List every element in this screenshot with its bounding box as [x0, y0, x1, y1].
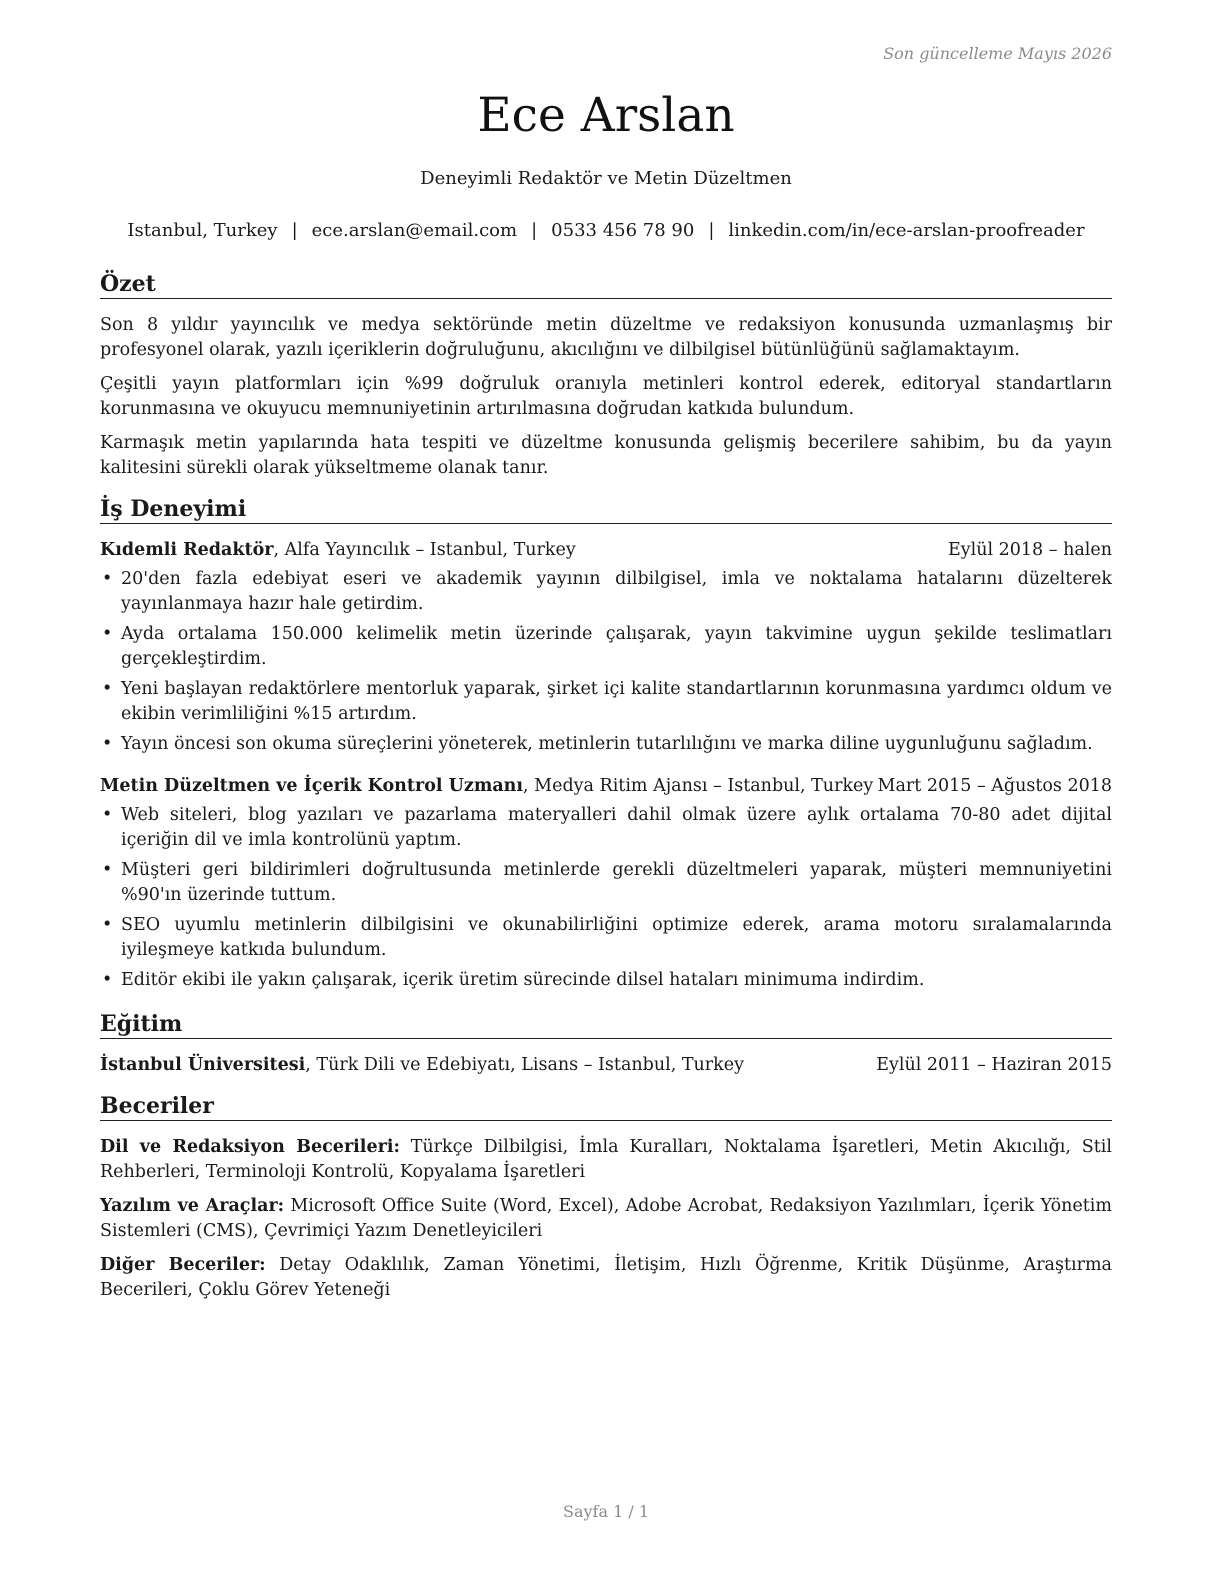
page-number: Sayfa 1 / 1 — [562, 1502, 649, 1521]
summary-paragraph: Son 8 yıldır yayıncılık ve medya sektöründe metin düzeltme ve redaksiyon konusunda uzmanlaşmış bir profesyonel olarak, yazılı içeriklerin doğruluğunu, akıcılığını ve dilbilgisel bütünlüğünü sağlamaktayım. — [100, 315, 1112, 360]
bullet-icon: • — [102, 805, 113, 825]
contact-separator: | — [291, 220, 298, 241]
section-title-skills: Beceriler — [100, 1092, 1112, 1121]
headline: Deneyimli Redaktör ve Metin Düzeltmen — [420, 168, 792, 189]
section-title-education: Eğitim — [100, 1010, 1112, 1039]
contact-separator: | — [708, 220, 715, 241]
job-dates: Mart 2015 – Ağustos 2018 — [877, 776, 1112, 796]
bullet-icon: • — [102, 915, 113, 935]
experience-section — [100, 495, 1112, 993]
candidate-name: Ece Arslan — [477, 88, 735, 143]
last-updated: Son güncelleme Mayıs 2026 — [883, 44, 1112, 63]
job-role: Kıdemli Redaktör — [100, 540, 274, 560]
list-item — [100, 968, 1112, 993]
job-entry — [100, 774, 1112, 993]
skill-label: Dil ve Redaksiyon Becerileri: — [100, 1137, 400, 1157]
job-org: , Alfa Yayıncılık – Istanbul, Turkey — [273, 540, 576, 560]
skills-section — [100, 1092, 1112, 1303]
job-title-line — [100, 774, 873, 799]
job-title-line — [100, 538, 576, 563]
bullet-text: SEO uyumlu metinlerin dilbilgisini ve okunabilirliğini optimize ederek, arama motoru sıralamalarında iyileşmeye katkıda bulundum. — [121, 915, 1112, 960]
education-section — [100, 1010, 1112, 1078]
education-dates: Eylül 2011 – Haziran 2015 — [876, 1055, 1112, 1075]
bullet-icon: • — [102, 569, 113, 589]
summary-paragraph: Çeşitli yayın platformları için %99 doğruluk oranıyla metinleri kontrol ederek, editoryal standartların korunmasına ve okuyucu memnuniyetinin artırılmasına doğrudan katkıda bulundum. — [100, 374, 1112, 419]
bullet-text: Ayda ortalama 150.000 kelimelik metin üzerinde çalışarak, yayın takvimine uygun şekilde teslimatları gerçekleştirdim. — [121, 624, 1112, 669]
bullet-icon: • — [102, 860, 113, 880]
school-name: İstanbul Üniversitesi — [100, 1055, 306, 1075]
contact-line — [100, 219, 1112, 243]
education-line — [100, 1053, 744, 1078]
contact-separator: | — [531, 220, 538, 241]
bullet-icon: • — [102, 679, 113, 699]
section-title-experience: İş Deneyimi — [100, 495, 1112, 524]
list-item — [100, 677, 1112, 727]
skill-items: Microsoft Office Suite (Word, Excel), Adobe Acrobat, Redaksiyon Yazılımları, İçerik Yönetim Sistemleri (CMS), Çevrimiçi Yazım Denetleyicileri — [100, 1196, 1112, 1241]
bullet-icon: • — [102, 970, 113, 990]
list-item — [100, 803, 1112, 853]
job-header — [100, 538, 1112, 563]
skill-group — [100, 1135, 1112, 1185]
bullet-text: Web siteleri, blog yazıları ve pazarlama materyalleri dahil olmak üzere aylık ortalama 70-80 adet dijital içeriğin dil ve imla kontrolünü yaptım. — [121, 805, 1112, 850]
skill-items: Türkçe Dilbilgisi, İmla Kuralları, Noktalama İşaretleri, Metin Akıcılığı, Stil Rehberleri, Terminoloji Kontrolü, Kopyalama İşaretleri — [100, 1137, 1112, 1182]
list-item — [100, 858, 1112, 908]
bullet-icon: • — [102, 734, 113, 754]
skill-group — [100, 1253, 1112, 1303]
resume-content — [100, 270, 1112, 1317]
education-detail: , Türk Dili ve Edebiyatı, Lisans – Istanbul, Turkey — [305, 1055, 745, 1075]
contact-phone: 0533 456 78 90 — [551, 220, 695, 241]
skill-items: Detay Odaklılık, Zaman Yönetimi, İletişim, Hızlı Öğrenme, Kritik Düşünme, Araştırma Becerileri, Çoklu Görev Yeteneği — [100, 1255, 1112, 1300]
education-entry — [100, 1053, 1112, 1078]
contact-email[interactable]: ece.arslan@email.com — [311, 220, 518, 241]
contact-location: Istanbul, Turkey — [127, 220, 278, 241]
list-item — [100, 732, 1112, 757]
skill-label: Diğer Beceriler: — [100, 1255, 266, 1275]
summary-paragraph: Karmaşık metin yapılarında hata tespiti ve düzeltme konusunda gelişmiş becerilere sahibim, bu da yayın kalitesini sürekli olarak yükseltmeme olanak tanır. — [100, 433, 1112, 478]
bullet-text: Müşteri geri bildirimleri doğrultusunda metinlerde gerekli düzeltmeleri yaparak, müşteri memnuniyetini %90'ın üzerinde tuttum. — [121, 860, 1112, 905]
summary-section — [100, 270, 1112, 481]
job-dates: Eylül 2018 – halen — [947, 540, 1112, 560]
bullet-text: Yayın öncesi son okuma süreçlerini yöneterek, metinlerin tutarlılığını ve marka diline uygunluğunu sağladım. — [121, 734, 1093, 754]
job-org: , Medya Ritim Ajansı – Istanbul, Turkey — [523, 776, 874, 796]
bullet-text: Yeni başlayan redaktörlere mentorluk yaparak, şirket içi kalite standartlarının korunmasına yardımcı oldum ve ekibin verimliliğini %15 artırdım. — [121, 679, 1112, 724]
job-bullets — [100, 567, 1112, 757]
job-role: Metin Düzeltmen ve İçerik Kontrol Uzmanı — [100, 776, 524, 796]
job-entry — [100, 538, 1112, 757]
bullet-text: 20'den fazla edebiyat eseri ve akademik yayının dilbilgisel, imla ve noktalama hatalarını düzelterek yayınlanmaya hazır hale getirdim. — [121, 569, 1112, 614]
list-item — [100, 567, 1112, 617]
bullet-text: Editör ekibi ile yakın çalışarak, içerik üretim sürecinde dilsel hataları minimuma indirdim. — [121, 970, 925, 990]
skill-group — [100, 1194, 1112, 1244]
contact-linkedin[interactable]: linkedin.com/in/ece-arslan-proofreader — [728, 220, 1085, 241]
list-item — [100, 622, 1112, 672]
job-bullets — [100, 803, 1112, 993]
bullet-icon: • — [102, 624, 113, 644]
job-header — [100, 774, 1112, 799]
list-item — [100, 913, 1112, 963]
section-title-summary: Özet — [100, 270, 1112, 299]
skill-label: Yazılım ve Araçlar: — [100, 1196, 285, 1216]
